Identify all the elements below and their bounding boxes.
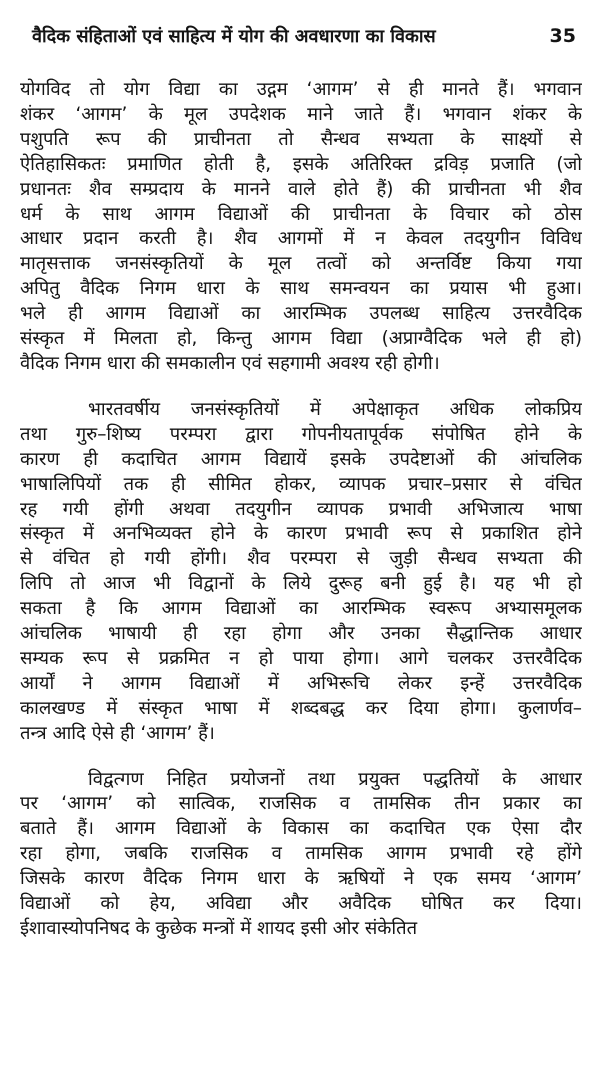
text-line: कारण ही कदाचित आगम विद्यायें इसके उपदेष्टाओं की आंचलिक [20,448,582,470]
text-line: भले ही आगम विद्याओं का आरम्भिक उपलब्ध साहित्य उत्तरवैदिक [20,303,582,325]
body-text [20,78,582,942]
text-line: संस्कृत में मिलता हो, किन्तु आगम विद्या (अप्राग्वैदिक भले ही हो) [20,328,582,350]
text-line: संस्कृत में अनभिव्यक्त होने के कारण प्रभावी रूप से प्रकाशित होने [20,523,582,545]
text-line: सकता है कि आगम विद्याओं का आरम्भिक स्वरूप अभ्यासमूलक [20,598,582,620]
text-line: योगविद तो योग विद्या का उद्गम ‘आगम’ से ही मानते हैं। भगवान [20,79,582,100]
text-line: सम्यक रूप से प्रक्रमित न हो पाया होगा। आगे चलकर उत्तरवैदिक [20,647,582,669]
text-line: कालखण्ड में संस्कृत भाषा में शब्दबद्ध कर दिया होगा। कुलार्णव– [20,697,582,719]
paragraph-gap [20,747,582,768]
text-line: जिसके कारण वैदिक निगम धारा के ऋषियों ने एक समय ‘आगम’ [20,868,582,890]
text-line: ईशावास्योपनिषद के कुछेक मन्त्रों में शायद इसी ओर संकेतित [20,918,418,939]
text-line: आर्यों ने आगम विद्याओं में अभिरूचि लेकर इन्हें उत्तरवैदिक [20,672,582,694]
text-line: तथा गुरु–शिष्य परम्परा द्वारा गोपनीयतापूर्वक संपोषित होने के [20,423,582,445]
paragraph-3 [20,768,582,942]
text-line: भारतवर्षीय जनसंस्कृतियों में अपेक्षाकृत अधिक लोकप्रिय [88,398,582,420]
text-line: बताते हैं। आगम विद्याओं के विकास का कदाचित एक ऐसा दौर [20,818,582,840]
running-header [20,24,582,68]
paragraph-gap [20,377,582,398]
text-line: विद्वत्गण निहित प्रयोजनों तथा प्रयुक्त पद्धतियों के आधार [88,768,582,790]
paragraph-2 [20,398,582,747]
text-line: धर्म के साथ आगम विद्याओं की प्राचीनता के विचार को ठोस [20,203,582,225]
text-line: आंचलिक भाषायी ही रहा होगा और उनका सैद्धान्तिक आधार [20,623,582,645]
text-line: विद्याओं को हेय, अविद्या और अवैदिक घोषित कर दिया। [20,893,582,915]
text-line: मातृसत्ताक जनसंस्कृतियों के मूल तत्वों को अन्तर्विष्ट किया गया [20,253,582,275]
text-line: रह गयी होंगी अथवा तदयुगीन व्यापक प्रभावी अभिजात्य भाषा [20,498,582,520]
text-line: शंकर ‘आगम’ के मूल उपदेशक माने जाते हैं। भगवान शंकर के [20,103,582,125]
text-line: आधार प्रदान करती है। शैव आगमों में न केवल तदयुगीन विविध [20,228,582,250]
text-line: लिपि तो आज भी विद्वानों के लिये दुरूह बनी हुई है। यह भी हो [20,573,582,595]
chapter-title: वैदिक संहिताओं एवं साहित्य में योग की अवधारणा का विकास [32,26,436,47]
text-line: ऐतिहासिकतः प्रमाणित होती है, इसके अतिरिक्त द्रविड़ प्रजाति (जो [20,153,582,175]
text-line: अपितु वैदिक निगम धारा के साथ समन्वयन का प्रयास भी हुआ। [20,278,582,300]
text-line: से वंचित हो गयी होंगी। शैव परम्परा से जुड़ी सैन्धव सभ्यता की [20,548,582,570]
text-line: तन्त्र आदि ऐसे ही ‘आगम’ हैं। [20,722,215,744]
text-line: पशुपति रूप की प्राचीनता तो सैन्धव सभ्यता के साक्ष्यों से [20,128,582,150]
paragraph-1 [20,78,582,377]
text-line: रहा होगा, जबकि राजसिक व तामसिक आगम प्रभावी रहे होंगे [20,843,582,865]
text-line: वैदिक निगम धारा की समकालीन एवं सहगामी अवश्य रही होगी। [20,352,440,374]
text-line: प्रधानतः शैव सम्प्रदाय के मानने वाले होते हैं) की प्राचीनता भी शैव [20,178,582,200]
page-number: 35 [549,25,576,47]
text-line: पर ‘आगम’ को सात्विक, राजसिक व तामसिक तीन प्रकार का [20,793,582,815]
text-line: भाषालिपियों तक ही सीमित होकर, व्यापक प्रचार–प्रसार से वंचित [20,473,582,495]
